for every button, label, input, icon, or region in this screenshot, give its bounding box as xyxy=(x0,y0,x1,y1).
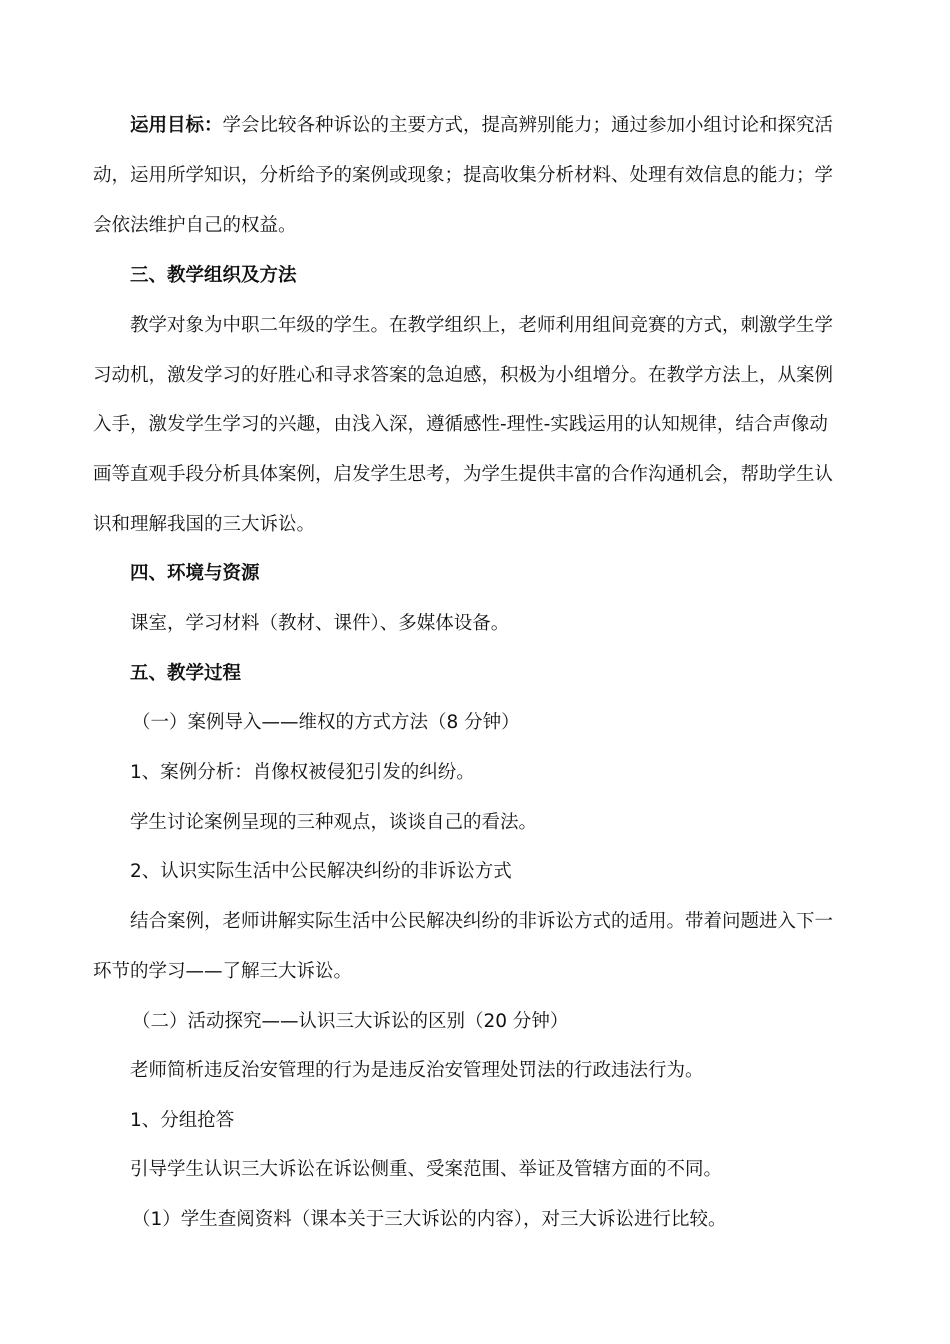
item-1-1: 1、案例分析：肖像权被侵犯引发的纠纷。 xyxy=(130,762,475,783)
part-2-intro: 老师简析违反治安管理的行为是违反治安管理处罚法的行政违法行为。 xyxy=(130,1060,704,1081)
section-3-para-line-5: 识和理解我国的三大诉讼。 xyxy=(93,514,316,535)
goal-label: 运用目标： xyxy=(130,115,223,136)
item-1-2-text-2: 环节的学习——了解三大诉讼。 xyxy=(93,961,353,982)
section-3-para-line-1: 教学对象为中职二年级的学生。在教学组织上，老师利用组间竞赛的方式，刺激学生学 xyxy=(130,315,834,336)
item-2-1: 1、分组抢答 xyxy=(130,1110,235,1131)
section-3-para-line-3: 入手，激发学生学习的兴趣，由浅入深，遵循感性-理性-实践运用的认知规律，结合声像动 xyxy=(93,414,828,435)
part-2-heading: （二）活动探究——认识三大诉讼的区别（20 分钟） xyxy=(132,1011,569,1032)
section-5-heading: 五、教学过程 xyxy=(130,663,242,684)
section-3-para-line-4: 画等直观手段分析具体案例，启发学生思考，为学生提供丰富的合作沟通机会，帮助学生认 xyxy=(93,464,834,485)
section-3-heading: 三、教学组织及方法 xyxy=(130,265,297,286)
goal-text-3: 会依法维护自己的权益。 xyxy=(93,215,297,236)
section-4-para: 课室，学习材料（教材、课件）、多媒体设备。 xyxy=(130,613,510,634)
section-4-heading: 四、环境与资源 xyxy=(130,563,260,584)
item-1-1-text: 学生讨论案例呈现的三种观点，谈谈自己的看法。 xyxy=(130,812,538,833)
goal-text-2: 动，运用所学知识，分析给予的案例或现象；提高收集分析材料、处理有效信息的能力；学 xyxy=(93,165,834,186)
part-1-heading: （一）案例导入——维权的方式方法（8 分钟） xyxy=(132,712,520,733)
item-1-2-text-1: 结合案例，老师讲解实际生活中公民解决纠纷的非诉讼方式的适用。带着问题进入下一 xyxy=(130,911,834,932)
goal-text-1: 学会比较各种诉讼的主要方式，提高辨别能力；通过参加小组讨论和探究活 xyxy=(222,115,834,136)
item-2-1-text: 引导学生认识三大诉讼在诉讼侧重、受案范围、举证及管辖方面的不同。 xyxy=(130,1159,723,1180)
item-2-1-sub-1: （1）学生查阅资料（课本关于三大诉讼的内容），对三大诉讼进行比较。 xyxy=(132,1209,727,1230)
item-1-2: 2、认识实际生活中公民解决纠纷的非诉讼方式 xyxy=(130,861,512,882)
goal-line-1 xyxy=(130,114,900,138)
section-3-para-line-2: 习动机，激发学习的好胜心和寻求答案的急迫感，积极为小组增分。在教学方法上，从案例 xyxy=(93,365,834,386)
